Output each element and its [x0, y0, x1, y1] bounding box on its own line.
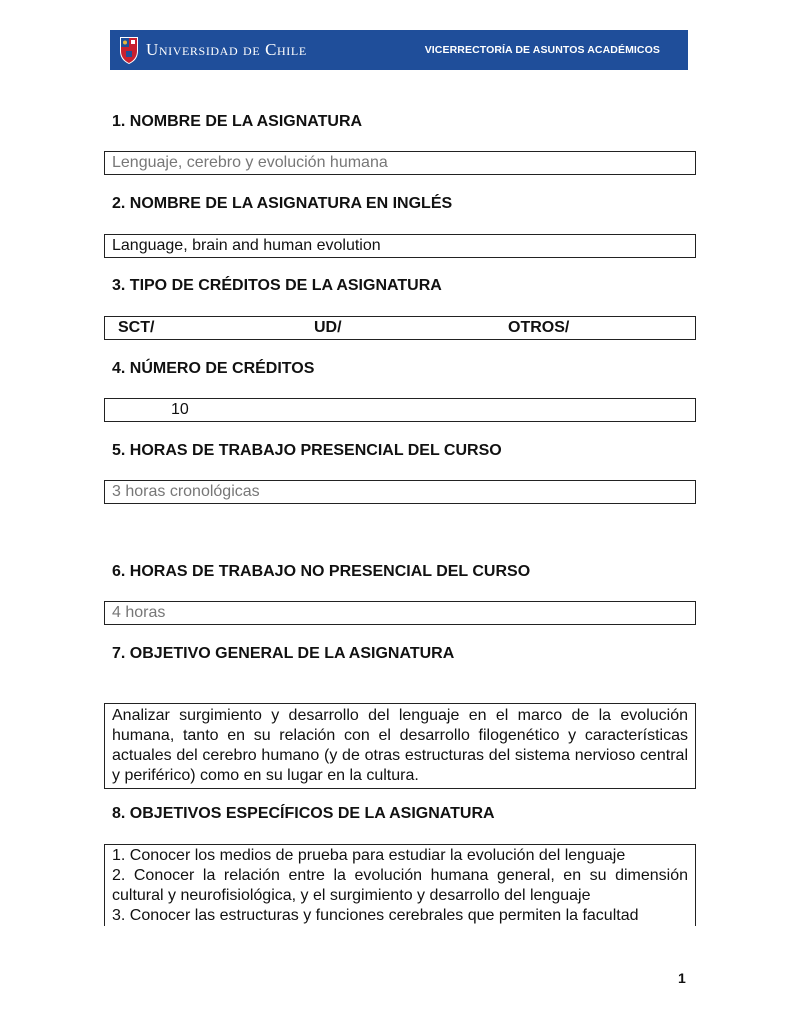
field-nombre-ingles: Language, brain and human evolution [104, 234, 696, 258]
credit-otros-label: OTROS/ [508, 319, 570, 336]
page-number: 1 [678, 970, 686, 986]
section-title-nombre-ingles: 2. NOMBRE DE LA ASIGNATURA EN INGLÉS [112, 195, 453, 212]
objetivo-especifico-item: 1. Conocer los medios de prueba para estudiar la evolución del lenguaje [112, 847, 626, 864]
field-tipo-creditos [104, 316, 696, 340]
section-title-tipo-creditos: 3. TIPO DE CRÉDITOS DE LA ASIGNATURA [112, 277, 442, 294]
university-name: Universidad de Chile [146, 40, 307, 59]
header-banner [110, 30, 688, 70]
section-title-objetivo-general: 7. OBJETIVO GENERAL DE LA ASIGNATURA [112, 645, 455, 662]
objetivo-especifico-item: 3. Conocer las estructuras y funciones cerebrales que permiten la facultad [112, 907, 639, 924]
section-title-numero-creditos: 4. NÚMERO DE CRÉDITOS [112, 360, 315, 377]
field-objetivo-general: Analizar surgimiento y desarrollo del lenguaje en el marco de la evolución humana, tanto en su relación con el desarrollo filogenético y características actuales del cerebro humano (y de otras estructuras del sistema nervioso central y periférico) como en su lugar en la cultura. [104, 703, 696, 789]
section-title-horas-presencial: 5. HORAS DE TRABAJO PRESENCIAL DEL CURSO [112, 442, 502, 459]
field-horas-presencial: 3 horas cronológicas [104, 480, 696, 504]
credit-ud-label: UD/ [314, 319, 342, 336]
university-crest-icon [118, 35, 140, 65]
credit-type-row [112, 318, 688, 338]
field-nombre-asignatura: Lenguaje, cerebro y evolución humana [104, 151, 696, 175]
section-title-horas-no-presencial: 6. HORAS DE TRABAJO NO PRESENCIAL DEL CURSO [112, 563, 531, 580]
credit-sct-label: SCT/ [118, 319, 155, 336]
section-title-nombre: 1. NOMBRE DE LA ASIGNATURA [112, 113, 363, 130]
field-objetivos-especificos [104, 844, 696, 926]
vicerrectoria-name: VICERRECTORÍA DE ASUNTOS ACADÉMICOS [424, 44, 660, 56]
field-horas-no-presencial: 4 horas [104, 601, 696, 625]
objetivo-especifico-item: 2. Conocer la relación entre la evolución humana general, en su dimensión cultural y neurofisiológica, y el surgimiento y desarrollo del lenguaje [112, 867, 688, 904]
university-logo [118, 35, 307, 65]
section-title-objetivos-especificos: 8. OBJETIVOS ESPECÍFICOS DE LA ASIGNATURA [112, 805, 495, 822]
field-numero-creditos: 10 [104, 398, 696, 422]
